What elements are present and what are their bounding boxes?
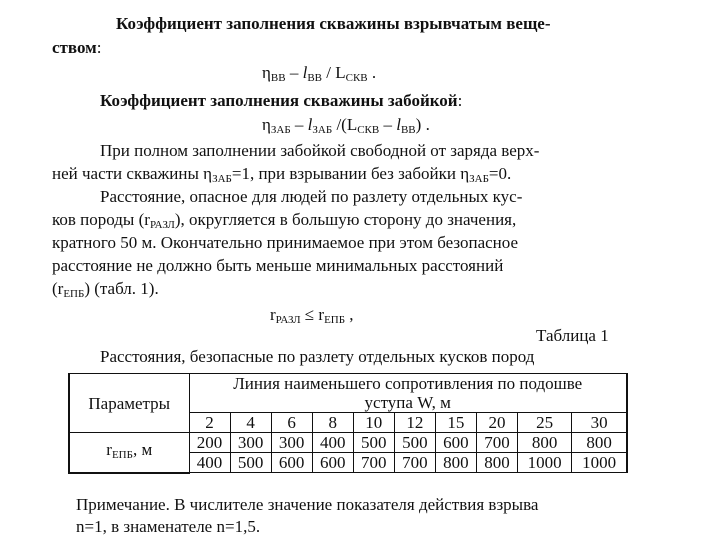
denominator-cell: 800 — [435, 453, 476, 473]
formula-operator: ≤ — [300, 305, 319, 324]
note-line1: Примечание. В числителе значение показателя действия взрыва — [76, 495, 539, 514]
para1-sub-b: ЗАБ — [469, 173, 489, 185]
heading-colon: : — [96, 38, 102, 57]
para2-sub-a: РАЗЛ — [149, 219, 175, 231]
formula-end: ) . — [415, 115, 430, 134]
para2-text-a: ков породы (r — [52, 210, 150, 229]
length-subscript: ЗАБ — [312, 124, 333, 136]
formula-explosive-fill — [262, 63, 376, 84]
r-subscript: ЕПБ — [324, 314, 346, 326]
para1-sub-a: ЗАБ — [212, 173, 232, 185]
row-label-r: r — [106, 439, 112, 459]
length-subscript: ВВ — [307, 72, 322, 84]
row-label-cell — [69, 433, 189, 473]
w-value-cell: 12 — [394, 413, 435, 433]
table-label: Таблица 1 — [536, 326, 609, 345]
heading-explosive-fill-line2: ством — [52, 38, 97, 57]
r-subscript: РАЗЛ — [275, 314, 301, 326]
para2-line1: Расстояние, опасное для людей по разлету отдельных кус- — [100, 187, 523, 206]
w-value-cell: 8 — [312, 413, 353, 433]
w-value-cell: 30 — [572, 413, 627, 433]
denominator-cell: 400 — [189, 453, 230, 473]
row-label-unit: , м — [132, 439, 153, 459]
w-value-cell: 15 — [435, 413, 476, 433]
heading-stemming-fill — [100, 91, 462, 111]
w-value-cell: 4 — [230, 413, 271, 433]
length-symbol: l — [302, 63, 308, 82]
formula-operator: – — [289, 63, 299, 82]
denominator-cell: 1000 — [518, 453, 572, 473]
divisor-subscript: СКВ — [357, 124, 380, 136]
row-label-sub: ЕПБ — [111, 448, 133, 461]
para2-line3: кратного 50 м. Окончательно принимаемое при этом безопасное — [52, 233, 519, 252]
table-row — [69, 433, 627, 453]
para2-sub-b: ЕПБ — [63, 288, 85, 300]
table-caption: Расстояния, безопасные по разлету отдельных кусков пород — [100, 347, 535, 366]
para2-line4: расстояние не должно быть меньше минимальных расстояний — [52, 256, 504, 275]
numerator-cell: 600 — [435, 433, 476, 453]
formula-operator: – — [294, 115, 304, 134]
length-symbol: l — [396, 115, 401, 134]
numerator-cell: 800 — [572, 433, 627, 453]
w-group-header-line1: Линия наименьшего сопротивления по подошве — [233, 374, 583, 393]
denominator-cell: 800 — [476, 453, 517, 473]
para2-text-c: (r — [52, 279, 64, 298]
formula-stemming-fill — [262, 115, 430, 136]
para2-text-b: ), округляется в большую сторону до значения, — [174, 210, 517, 229]
r-symbol: r — [270, 305, 276, 324]
denominator-cell: 1000 — [572, 453, 627, 473]
numerator-cell: 500 — [394, 433, 435, 453]
note-line2: n=1, в знаменателе n=1,5. — [76, 517, 261, 536]
numerator-cell: 500 — [353, 433, 394, 453]
heading-explosive-fill-cont — [52, 38, 101, 58]
formula-end: , — [345, 305, 354, 324]
para2-text-d: ) (табл. 1). — [84, 279, 159, 298]
numerator-cell: 700 — [476, 433, 517, 453]
eta-symbol: η — [262, 115, 271, 134]
formula-safe-distance — [270, 305, 354, 326]
heading-colon: : — [457, 91, 463, 110]
numerator-cell: 200 — [189, 433, 230, 453]
para2-line5 — [52, 279, 159, 304]
para1-text-c: =0. — [488, 164, 512, 183]
numerator-cell: 800 — [518, 433, 572, 453]
w-value-cell: 25 — [518, 413, 572, 433]
w-group-header-cell-2: уступа W, м — [189, 393, 627, 413]
para2-line2 — [52, 210, 516, 235]
para1-text-a: ней части скважины η — [52, 164, 213, 183]
heading-explosive-fill-line1: Коэффициент заполнения скважины взрывчатым веще- — [116, 14, 551, 33]
denominator-cell: 600 — [312, 453, 353, 473]
formula-end: . — [367, 63, 377, 82]
para1-text-b: =1, при взрывании без забойки η — [231, 164, 470, 183]
w-value-cell: 6 — [271, 413, 312, 433]
heading-explosive-fill — [116, 14, 551, 34]
eta-subscript: ЗАБ — [270, 124, 291, 136]
divisor-subscript: СКВ — [345, 72, 368, 84]
eta-symbol: η — [262, 63, 271, 82]
heading-stemming-fill-text: Коэффициент заполнения скважины забойкой — [100, 91, 458, 110]
divisor-symbol: / L — [322, 63, 346, 82]
table-header-row — [69, 374, 627, 394]
length-subscript: ВВ — [400, 124, 416, 136]
divisor-symbol: /(L — [332, 115, 358, 134]
numerator-cell: 400 — [312, 433, 353, 453]
para1-line2 — [52, 164, 511, 189]
eta-subscript: ВВ — [270, 72, 286, 84]
para1-line1: При полном заполнении забойкой свободной от заряда верх- — [100, 141, 540, 160]
w-value-cell: 10 — [353, 413, 394, 433]
length-symbol: l — [307, 115, 313, 134]
denominator-cell: 700 — [394, 453, 435, 473]
numerator-cell: 300 — [271, 433, 312, 453]
w-value-cell: 20 — [476, 413, 517, 433]
denominator-cell: 700 — [353, 453, 394, 473]
safe-distance-table — [68, 373, 628, 474]
r-symbol: r — [318, 305, 325, 324]
param-header-cell: Параметры — [69, 374, 189, 433]
w-group-header-cell — [189, 374, 627, 394]
w-value-cell: 2 — [189, 413, 230, 433]
numerator-cell: 300 — [230, 433, 271, 453]
denominator-cell: 500 — [230, 453, 271, 473]
formula-operator: – — [379, 115, 397, 134]
denominator-cell: 600 — [271, 453, 312, 473]
